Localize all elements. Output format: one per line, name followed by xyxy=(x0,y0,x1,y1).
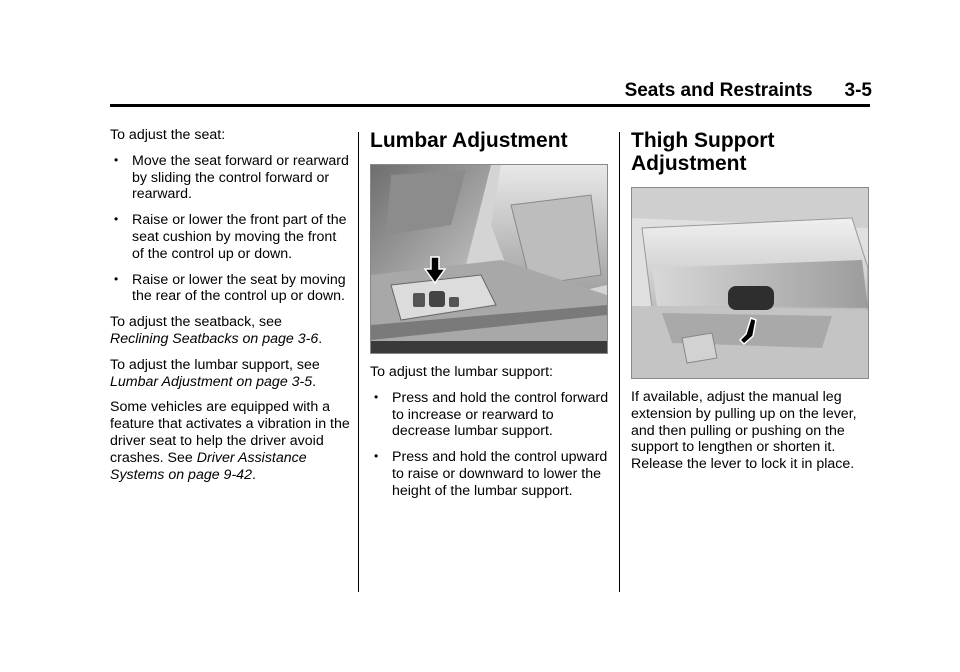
thigh-support-heading: Thigh Support Adjustment xyxy=(631,129,775,175)
page-number: 3-5 xyxy=(844,80,872,101)
column-divider-right xyxy=(619,132,620,592)
list-item: • Raise or lower the front part of the seat cushion by moving the front of the control up or down. xyxy=(114,212,347,262)
lumbar-adjustment-link[interactable]: Lumbar Adjustment on page 3-5 xyxy=(110,373,313,390)
lumbar-control-photo xyxy=(370,164,608,354)
seat-adjust-list xyxy=(110,153,350,305)
running-header xyxy=(625,80,872,102)
thigh-support-photo xyxy=(631,187,869,379)
thigh-lever xyxy=(728,286,774,310)
list-item: • Press and hold the control upward to raise or downward to lower the height of the lumbar support. xyxy=(374,449,608,499)
list-item: • Raise or lower the seat by moving the rear of the control up or down. xyxy=(114,271,346,305)
lumbar-heading: Lumbar Adjustment xyxy=(370,129,568,152)
lumbar-list xyxy=(370,390,610,500)
header-rule xyxy=(110,104,870,107)
bullet-icon: • xyxy=(114,271,119,286)
bullet-icon: • xyxy=(374,389,379,404)
thigh-support-body: If available, adjust the manual leg extension by pulling up on the lever, and then pulling or pushing on the support to lengthen or shorten it. Release the lever to lock it in place. xyxy=(631,389,857,473)
bullet-icon: • xyxy=(374,449,379,464)
seatback-paragraph: To adjust the seatback, see Reclining Seatbacks on page 3-6. xyxy=(110,314,323,347)
bullet-icon: • xyxy=(114,152,119,167)
right-column xyxy=(631,129,871,482)
column-divider-left xyxy=(358,132,359,592)
middle-column xyxy=(370,129,610,509)
reclining-seatbacks-link[interactable]: Reclining Seatbacks on page 3-6 xyxy=(110,330,319,347)
thigh-support-illustration xyxy=(632,188,868,378)
page-header xyxy=(0,0,960,110)
list-item: • Move the seat forward or rearward by sliding the control forward or rearward. xyxy=(114,152,349,203)
lumbar-intro: To adjust the lumbar support: xyxy=(370,364,553,380)
lumbar-paragraph: To adjust the lumbar support, see Lumbar Adjustment on page 3-5. xyxy=(110,356,320,390)
driver-assistance-link[interactable]: Driver Assistance Systems on page 9-42 xyxy=(110,449,307,483)
section-title: Seats and Restraints xyxy=(624,80,813,101)
left-column xyxy=(110,127,350,492)
lumbar-seat-illustration xyxy=(371,165,607,353)
list-item: • Press and hold the control forward to increase or rearward to decrease lumbar support. xyxy=(374,389,609,440)
bullet-icon: • xyxy=(114,212,119,227)
intro-text: To adjust the seat: xyxy=(110,127,226,143)
vibration-paragraph: Some vehicles are equipped with a feature that activates a vibration in the driver seat to help the driver avoid crashes. See Driver Assistance Systems on page 9-42. xyxy=(110,399,350,483)
